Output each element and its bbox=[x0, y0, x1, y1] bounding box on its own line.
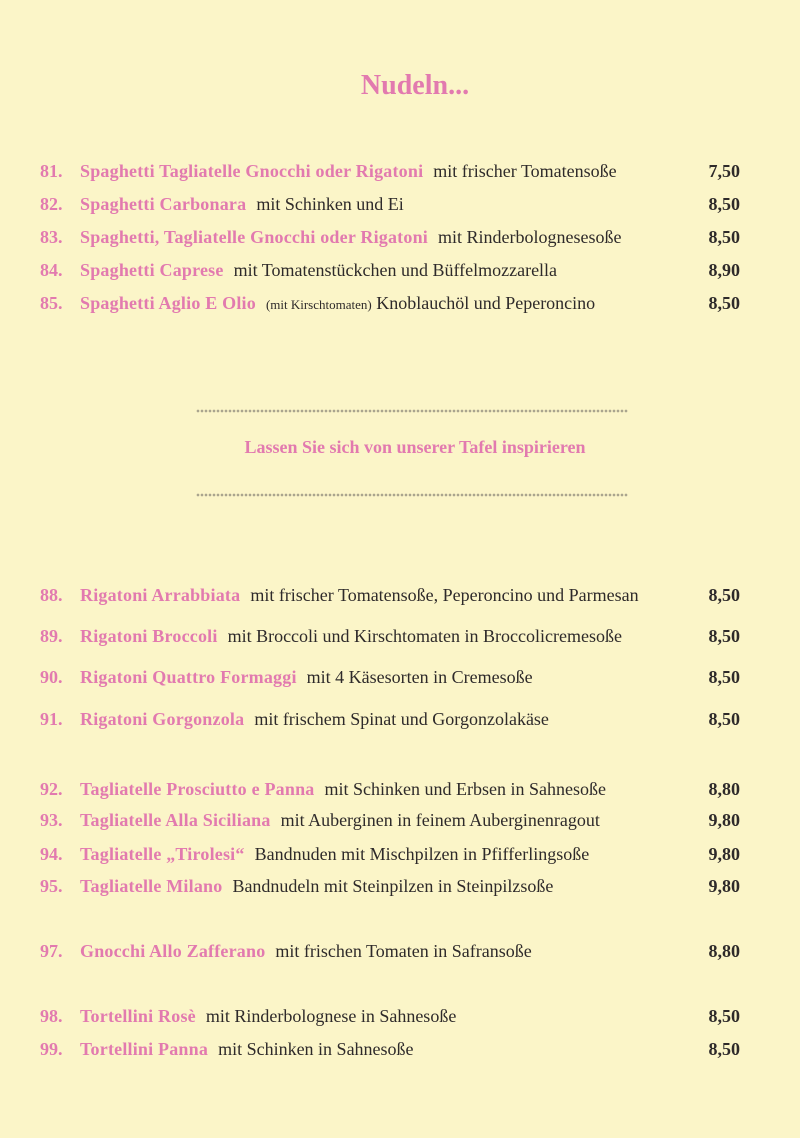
item-number: 84. bbox=[40, 260, 63, 280]
item-description: mit frischer Tomatensoße, Peperoncino und Parmesan bbox=[250, 585, 639, 605]
menu-item bbox=[0, 1001, 800, 1031]
item-price: 8,50 bbox=[708, 1006, 740, 1026]
item-description: mit 4 Käsesorten in Cremesoße bbox=[306, 667, 533, 687]
banner-text: Lassen Sie sich von unserer Tafel inspirieren bbox=[244, 437, 586, 457]
item-description: mit Schinken und Erbsen in Sahnesoße bbox=[324, 779, 606, 799]
item-name: Tortellini Panna bbox=[80, 1039, 209, 1059]
item-description: mit Broccoli und Kirschtomaten in Broccolicremesoße bbox=[227, 626, 622, 646]
item-description: mit Rinderbolognesesoße bbox=[438, 227, 622, 247]
item-number: 91. bbox=[40, 709, 63, 729]
menu-item bbox=[0, 704, 800, 734]
item-number: 89. bbox=[40, 626, 63, 646]
item-name: Spaghetti Tagliatelle Gnocchi oder Rigatoni bbox=[80, 161, 424, 181]
item-number: 85. bbox=[40, 293, 63, 313]
menu-item bbox=[0, 1034, 800, 1064]
menu-item bbox=[0, 255, 800, 285]
item-name: Rigatoni Quattro Formaggi bbox=[80, 667, 297, 687]
item-text bbox=[80, 621, 622, 651]
item-text bbox=[80, 222, 621, 252]
item-price: 9,80 bbox=[708, 876, 740, 896]
dotted-divider bbox=[196, 408, 628, 414]
item-description: mit Schinken und Ei bbox=[256, 194, 404, 214]
item-name: Rigatoni Broccoli bbox=[80, 626, 218, 646]
menu-item bbox=[0, 288, 800, 318]
item-description: mit Tomatenstückchen und Büffelmozzarella bbox=[233, 260, 558, 280]
item-price: 8,50 bbox=[708, 626, 740, 646]
menu-item bbox=[0, 580, 800, 610]
item-description: Knoblauchöl und Peperoncino bbox=[376, 293, 596, 313]
item-description: Bandnuden mit Mischpilzen in Pfifferlingsoße bbox=[254, 844, 590, 864]
item-description: mit frischem Spinat und Gorgonzolakäse bbox=[254, 709, 549, 729]
item-text bbox=[80, 936, 532, 966]
item-number: 81. bbox=[40, 161, 63, 181]
item-number: 82. bbox=[40, 194, 63, 214]
item-price: 8,90 bbox=[708, 260, 740, 280]
item-text bbox=[80, 774, 606, 804]
item-name: Rigatoni Arrabbiata bbox=[80, 585, 241, 605]
menu-item bbox=[0, 621, 800, 651]
item-description: mit Schinken in Sahnesoße bbox=[218, 1039, 414, 1059]
menu-item bbox=[0, 662, 800, 692]
item-text bbox=[80, 156, 617, 186]
menu-item bbox=[0, 871, 800, 901]
item-price: 9,80 bbox=[708, 844, 740, 864]
item-number: 98. bbox=[40, 1006, 63, 1026]
item-text bbox=[80, 1034, 414, 1064]
item-number: 90. bbox=[40, 667, 63, 687]
item-text bbox=[80, 189, 404, 219]
item-price: 8,50 bbox=[708, 227, 740, 247]
item-description: Bandnudeln mit Steinpilzen in Steinpilzsoße bbox=[232, 876, 554, 896]
item-price: 8,80 bbox=[708, 941, 740, 961]
item-text bbox=[80, 805, 600, 835]
item-description: mit frischen Tomaten in Safransoße bbox=[275, 941, 532, 961]
item-price: 8,50 bbox=[708, 667, 740, 687]
item-number: 93. bbox=[40, 810, 63, 830]
item-number: 88. bbox=[40, 585, 63, 605]
item-description: mit frischer Tomatensoße bbox=[433, 161, 617, 181]
dotted-divider bbox=[196, 492, 628, 498]
menu-item bbox=[0, 774, 800, 804]
item-text bbox=[80, 1001, 456, 1031]
menu-item bbox=[0, 222, 800, 252]
menu-item bbox=[0, 189, 800, 219]
item-text bbox=[80, 255, 557, 285]
item-name: Tagliatelle Milano bbox=[80, 876, 223, 896]
item-name: Spaghetti, Tagliatelle Gnocchi oder Rigatoni bbox=[80, 227, 428, 247]
item-name: Spaghetti Aglio E Olio bbox=[80, 293, 256, 313]
item-price: 8,50 bbox=[708, 585, 740, 605]
item-price: 8,50 bbox=[708, 709, 740, 729]
item-price: 8,80 bbox=[708, 779, 740, 799]
item-price: 8,50 bbox=[708, 293, 740, 313]
item-text bbox=[80, 839, 589, 869]
item-number: 97. bbox=[40, 941, 63, 961]
item-text bbox=[80, 662, 533, 692]
item-text bbox=[80, 871, 553, 901]
item-name: Tagliatelle Alla Siciliana bbox=[80, 810, 271, 830]
item-number: 95. bbox=[40, 876, 63, 896]
item-price: 8,50 bbox=[708, 1039, 740, 1059]
item-name: Spaghetti Caprese bbox=[80, 260, 224, 280]
item-text bbox=[80, 704, 549, 734]
item-description: mit Rinderbolognese in Sahnesoße bbox=[205, 1006, 457, 1026]
item-note: (mit Kirschtomaten) bbox=[265, 297, 372, 312]
item-name: Spaghetti Carbonara bbox=[80, 194, 247, 214]
menu-item bbox=[0, 156, 800, 186]
item-name: Tortellini Rosè bbox=[80, 1006, 196, 1026]
item-number: 99. bbox=[40, 1039, 63, 1059]
item-price: 7,50 bbox=[708, 161, 740, 181]
item-text bbox=[80, 288, 595, 320]
item-number: 83. bbox=[40, 227, 63, 247]
item-price: 9,80 bbox=[708, 810, 740, 830]
menu-item bbox=[0, 839, 800, 869]
item-name: Tagliatelle Prosciutto e Panna bbox=[80, 779, 315, 799]
item-number: 92. bbox=[40, 779, 63, 799]
page-title: Nudeln... bbox=[360, 70, 470, 101]
item-number: 94. bbox=[40, 844, 63, 864]
menu-item bbox=[0, 936, 800, 966]
item-name: Tagliatelle „Tirolesi“ bbox=[80, 844, 245, 864]
item-name: Gnocchi Allo Zafferano bbox=[80, 941, 266, 961]
menu-item bbox=[0, 805, 800, 835]
item-price: 8,50 bbox=[708, 194, 740, 214]
item-description: mit Auberginen in feinem Auberginenragout bbox=[280, 810, 600, 830]
item-text bbox=[80, 580, 639, 610]
item-name: Rigatoni Gorgonzola bbox=[80, 709, 245, 729]
